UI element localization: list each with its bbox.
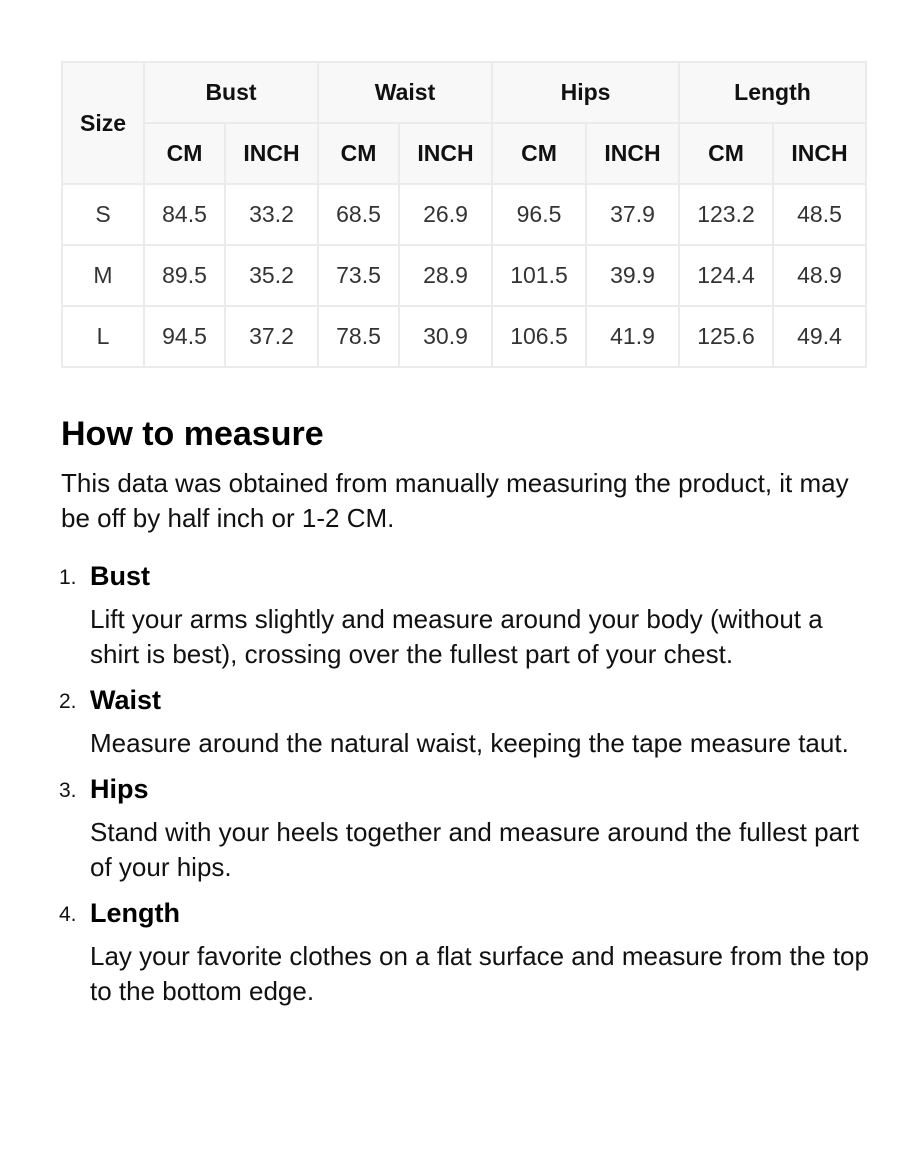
- step-description: Lift your arms slightly and measure around your body (without a shirt is best), crossing over the fullest part of your chest.: [90, 604, 823, 669]
- group-header-length: Length: [679, 62, 866, 123]
- table-cell: 37.2: [225, 306, 318, 367]
- table-cell-size: S: [62, 184, 144, 245]
- section-title: How to measure: [61, 415, 324, 453]
- table-row: [62, 245, 866, 306]
- table-cell: 28.9: [399, 245, 492, 306]
- step-number: 1.: [59, 566, 77, 589]
- unit-header: CM: [318, 123, 399, 184]
- list-item: [61, 558, 861, 672]
- list-item: [61, 682, 861, 761]
- unit-header: CM: [492, 123, 586, 184]
- group-header-waist: Waist: [318, 62, 492, 123]
- table-cell: 106.5: [492, 306, 586, 367]
- table-cell-size: M: [62, 245, 144, 306]
- table-cell: 73.5: [318, 245, 399, 306]
- measure-steps-list: [59, 558, 869, 1009]
- table-cell: 33.2: [225, 184, 318, 245]
- table-header-row-groups: [62, 62, 866, 123]
- step-title: Bust: [90, 561, 150, 591]
- step-number: 2.: [59, 690, 77, 713]
- step-description: Measure around the natural waist, keeping the tape measure taut.: [90, 728, 849, 758]
- table-cell: 48.9: [773, 245, 866, 306]
- size-column-header: Size: [62, 62, 144, 184]
- table-cell: 89.5: [144, 245, 225, 306]
- table-cell: 125.6: [679, 306, 773, 367]
- step-description: Stand with your heels together and measure around the fullest part of your hips.: [90, 817, 859, 882]
- unit-header: INCH: [773, 123, 866, 184]
- table-row: [62, 306, 866, 367]
- step-number: 3.: [59, 779, 77, 802]
- list-item: [59, 895, 869, 1009]
- unit-header: CM: [144, 123, 225, 184]
- table-cell: 39.9: [586, 245, 679, 306]
- step-title: Waist: [90, 685, 162, 715]
- table-cell: 78.5: [318, 306, 399, 367]
- how-to-measure-section: [59, 410, 869, 1019]
- table-cell: 101.5: [492, 245, 586, 306]
- size-chart-table: [61, 61, 867, 368]
- table-cell: 84.5: [144, 184, 225, 245]
- table-cell: 48.5: [773, 184, 866, 245]
- table-cell: 123.2: [679, 184, 773, 245]
- table-cell: 124.4: [679, 245, 773, 306]
- table-cell: 68.5: [318, 184, 399, 245]
- table-cell: 41.9: [586, 306, 679, 367]
- group-header-bust: Bust: [144, 62, 318, 123]
- table-cell: 26.9: [399, 184, 492, 245]
- table-cell: 37.9: [586, 184, 679, 245]
- step-description: Lay your favorite clothes on a flat surface and measure from the top to the bottom edge.: [90, 941, 869, 1006]
- step-title: Hips: [90, 774, 149, 804]
- table-cell: 96.5: [492, 184, 586, 245]
- table-row: [62, 184, 866, 245]
- unit-header: INCH: [399, 123, 492, 184]
- table-cell: 94.5: [144, 306, 225, 367]
- unit-header: INCH: [586, 123, 679, 184]
- table-cell: 49.4: [773, 306, 866, 367]
- intro-paragraph: This data was obtained from manually measuring the product, it may be off by half inch or 1-2 CM.: [61, 468, 849, 533]
- step-title: Length: [90, 898, 180, 928]
- table-cell: 30.9: [399, 306, 492, 367]
- group-header-hips: Hips: [492, 62, 679, 123]
- table-cell-size: L: [62, 306, 144, 367]
- unit-header: INCH: [225, 123, 318, 184]
- list-item: [61, 771, 861, 885]
- unit-header: CM: [679, 123, 773, 184]
- step-number: 4.: [59, 903, 77, 926]
- table-cell: 35.2: [225, 245, 318, 306]
- table-header-row-units: [62, 123, 866, 184]
